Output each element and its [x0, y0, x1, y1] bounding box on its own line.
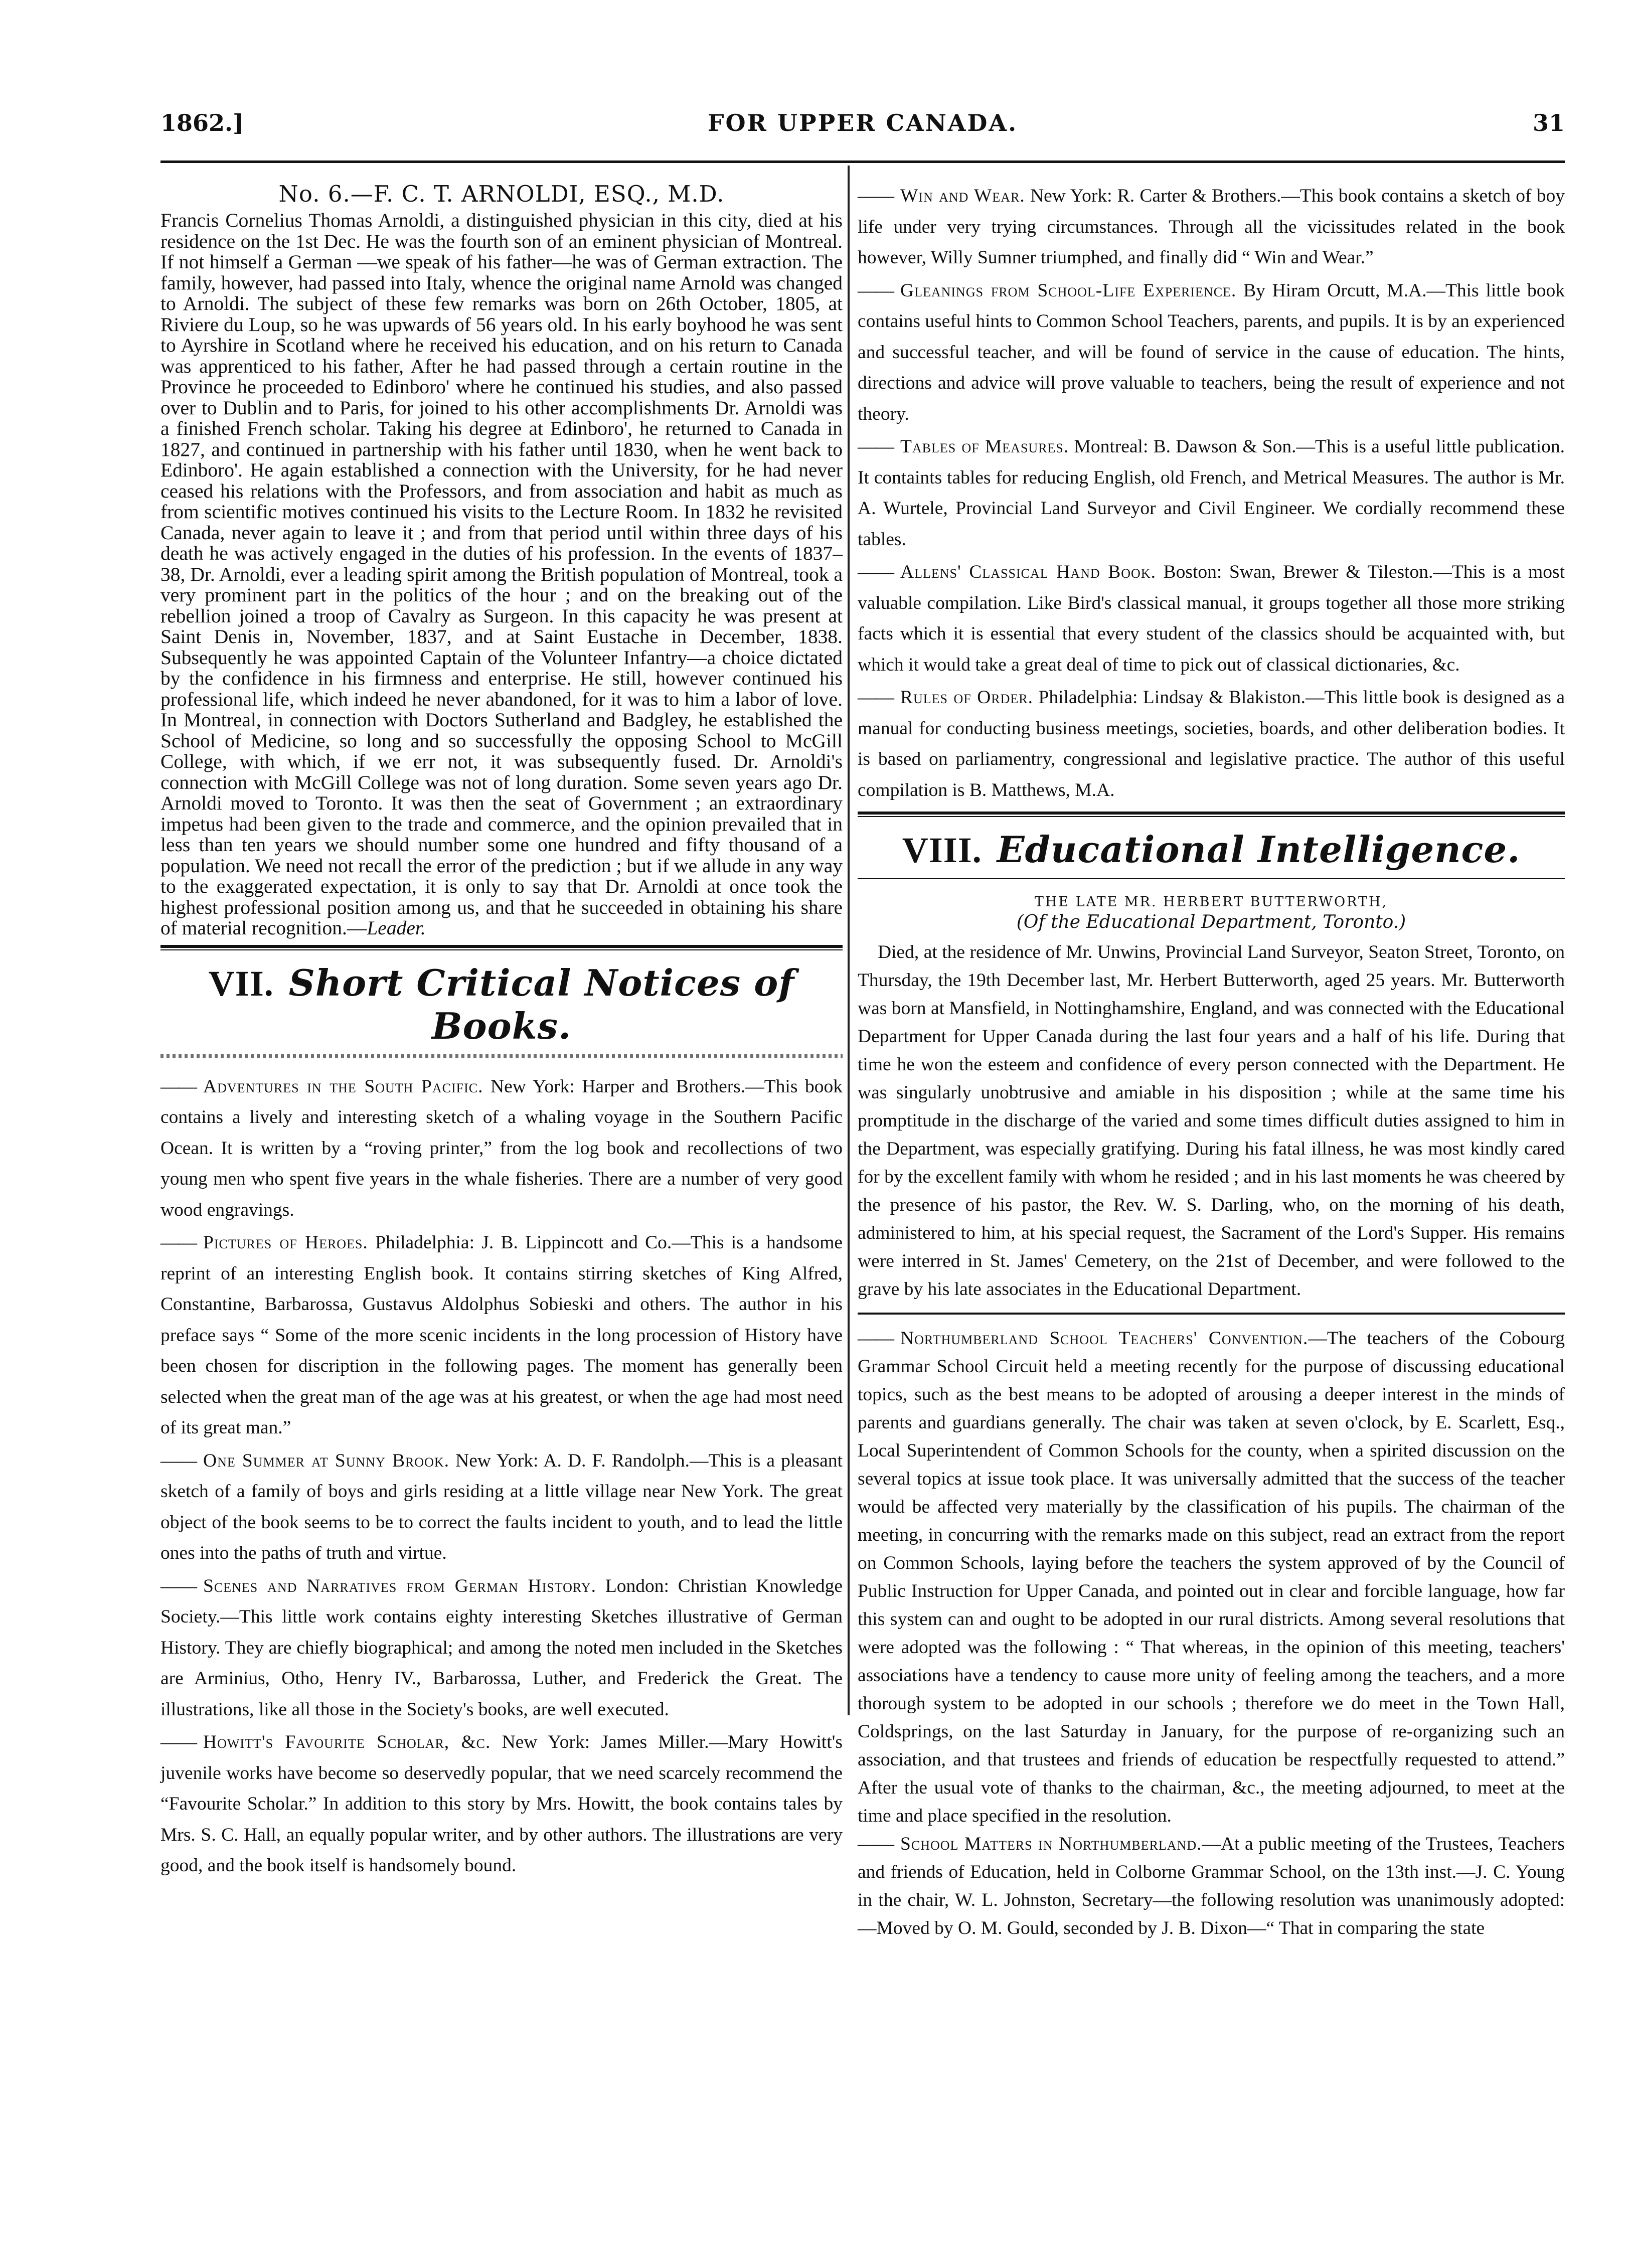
book-reviews-list — [160, 1071, 843, 1881]
obituary-heading: THE LATE MR. HERBERT BUTTERWORTH, — [1034, 894, 1388, 910]
book-review — [160, 1727, 843, 1881]
news-text: —The teachers of the Cobourg Grammar School Circuit held a meeting recently for the purpose of discussing educational topics, such as the best means to be adopted of arousing a deeper interest in the minds of parents and guardians generally. The chair was taken at seven o'clock, by E. Scarlett, Esq., Local Superintendent of Common Schools for the county, when a spirited discussion on the several topics at issue took place. It was universally admitted that the success of the teacher would be affected very materially by the classification of his pupils. The chairman of the meeting, in concurring with the remarks made on this subject, read an extract from the report on Common Schools, laying before the teachers the system approved of by the Council of Public Instruction for Upper Canada, and pointed out in clear and forcible language, how far this system can and ought to be adopted in our rural districts. Among several resolutions that were adopted was the following : “ That whereas, in the opinion of this meeting, teachers' associations have a tendency to cause more unity of feeling among the teachers, and a more thorough system to be adopted in our schools ; therefore we do meet in the Town Hall, Coldsprings, on the last Saturday in January, for the purpose of re-organizing such an association, and that trustees and friends of education be respectfully requested to attend.” After the usual vote of thanks to the chairman, &c., the meeting adjourned, to meet at the time and place specified in the resolution. — [858, 1328, 1565, 1826]
review-text: New York: A. D. F. Randolph.—This is a pleasant sketch of a family of boys and girls residing at a little village near New York. The great object of the book seems to be to correct the faults incident to youth, and to lead the little ones into the paths of truth and virtue. — [160, 1450, 843, 1563]
book-review — [160, 1071, 843, 1226]
book-review — [858, 181, 1565, 273]
news-item — [858, 1325, 1565, 1830]
book-review — [858, 275, 1565, 430]
news-title: Northumberland School Teachers' Convention. — [900, 1328, 1309, 1349]
page-number: 31 — [1532, 109, 1565, 136]
review-text: New York: Harper and Brothers.—This book contains a lively and interesting sketch of a whaling voyage in the Southern Pacific Ocean. It is written by a “roving printer,” from the log book and recollections of two young men who spent five years in the whale fisheries. There are a number of very good wood engravings. — [160, 1076, 843, 1220]
review-text: Philadelphia: J. B. Lippincott and Co.—This is a handsome reprint of an interesting English book. It contains stirring sketches of King Alfred, Constantine, Barbarossa, Gustavus Aldolphus Sobieski and others. The author in his preface says “ Some of the more scenic incidents in the long procession of History have been chosen for discription in the following pages. The moment has generally been selected when the great man of the age was at his greatest, or when the age had most need of its great man.” — [160, 1232, 843, 1438]
review-text: Boston: Swan, Brewer & Tileston.—This is a most valuable compilation. Like Bird's classical manual, it groups together all those more striking facts which it is essential that every student of the classics should be acquainted with, but which it would take a great deal of time to pick out of classical dictionaries, &c. — [858, 562, 1565, 675]
em-dash: —— — [160, 1575, 196, 1596]
right-column — [858, 181, 1565, 1942]
news-text: —At a public meeting of the Trustees, Teachers and friends of Education, held in Colborne Grammar School, on the 13th inst.—J. C. Young in the chair, W. L. Johnston, Secretary—the following resolution was unanimously adopted:—Moved by O. M. Gould, seconded by J. B. Dixon—“ That in comparing the state — [858, 1834, 1565, 1938]
em-dash: —— — [858, 186, 893, 206]
section-viii-number: VIII. — [902, 830, 982, 870]
section-vii-heading — [160, 961, 843, 1047]
book-review — [160, 1445, 843, 1569]
header-rule — [160, 160, 1565, 163]
review-title: Pictures of Heroes. — [203, 1232, 368, 1253]
em-dash: —— — [858, 1328, 893, 1349]
em-dash: —— — [858, 1834, 893, 1854]
biography-text — [160, 210, 843, 939]
review-text: By Hiram Orcutt, M.A.—This little book contains useful hints to Common School Teachers, parents, and pupils. It is by an experienced and successful teacher, and will be found of service in the cause of education. The hints, directions and advice will prove valuable to teachers, being the result of experience and not theory. — [858, 280, 1565, 424]
header-title: FOR UPPER CANADA. — [707, 109, 1018, 136]
section-rule — [858, 812, 1565, 815]
em-dash: —— — [160, 1732, 196, 1752]
wavy-rule — [160, 1054, 843, 1058]
book-review — [858, 431, 1565, 555]
book-review — [858, 682, 1565, 805]
em-dash: —— — [160, 1450, 196, 1471]
review-text: New York: R. Carter & Brothers.—This book contains a sketch of boy life under very trying circumstances. Through all the vicissitudes related in the book however, Willy Sumner triumphed, and finally did “ Win and Wear.” — [858, 186, 1565, 268]
review-title: One Summer at Sunny Brook. — [203, 1450, 450, 1471]
running-header — [160, 109, 1565, 149]
news-title: School Matters in Northumberland. — [900, 1834, 1202, 1854]
column-divider — [848, 166, 850, 1715]
book-review — [858, 557, 1565, 680]
review-title: Rules of Order. — [900, 687, 1034, 708]
section-viii-heading — [858, 828, 1565, 871]
em-dash: —— — [858, 562, 893, 582]
review-title: Adventures in the South Pacific. — [203, 1076, 483, 1097]
review-title: Tables of Measures. — [900, 436, 1069, 457]
section-rule — [160, 945, 843, 948]
biography-attribution: Leader. — [367, 917, 426, 939]
divider-rule — [858, 1313, 1565, 1315]
book-review — [160, 1571, 843, 1725]
review-title: Win and Wear. — [900, 186, 1025, 206]
book-review — [160, 1227, 843, 1443]
section-rule-thin — [858, 816, 1565, 817]
news-item — [858, 1830, 1565, 1942]
em-dash: —— — [858, 436, 893, 457]
section-viii-title: Educational Intelligence. — [997, 828, 1521, 871]
biography-body: Francis Cornelius Thomas Arnoldi, a distinguished physician in this city, died at his residence on the 1st Dec. He was the fourth son of an eminent physician of Montreal. If not himself a German —we speak of his father—he was of German extraction. The family, however, had passed into Italy, whence the original name Arnold was changed to Arnoldi. The subject of these few remarks was born on 26th October, 1805, at Riviere du Loup, so he was upwards of 56 years old. In his early boyhood he was sent to Ayrshire in Scotland where he received his education, and on his return to Canada was apprenticed to his father, After he had passed through a certain routine in the Province he proceeded to Edinboro' where he continued his studies, and also passed over to Dublin and to Paris, for joined to his other accomplishments Dr. Arnoldi was a finished French scholar. Taking his degree at Edinboro', he returned to Canada in 1827, and continued in partnership with his father until 1830, when he went back to Edinboro'. He again established a connection with the University, for he had never ceased his relations with the Professors, and from association and habit as much as from scientific motives continued his visits to the Lecture Room. In 1832 he revisited Canada, never again to leave it ; and from that period until within three days of his death he was actively engaged in the duties of his profession. In the events of 1837–38, Dr. Arnoldi, ever a leading spirit among the British population of Montreal, took a very prominent part in the politics of the hour ; and on the breaking out of the rebellion joined a troop of Cavalry as Surgeon. In this capacity he was present at Saint Denis in, November, 1837, and at Saint Eustache in December, 1838. Subsequently he was appointed Captain of the Volunteer Infantry—a choice dictated by the confidence in his firmness and enterprise. He still, however continued his professional life, which indeed he never abandoned, for it was to him a labor of love. In Montreal, in connection with Doctors Sutherland and Badgley, he established the School of Medicine, so long and so successfully the opposing School to McGill College, with which, if we err not, it was subsequently fused. Dr. Arnoldi's connection with McGill College was not of long duration. Some seven years ago Dr. Arnoldi moved to Toronto. It was then the seat of Government ; an extraordinary impetus had been given to the trade and commerce, and the opinion prevailed that in less than ten years we should number some one hundred and fifty thousand of a population. We need not recall the error of the prediction ; but if we allude in any way to the exaggerated expectation, it is only to say that Dr. Arnoldi at once took the highest professional position among us, and that he succeeded in obtaining his share of material recognition.— — [160, 209, 843, 939]
em-dash: —— — [858, 687, 893, 708]
review-title: Gleanings from School-Life Experience. — [900, 280, 1237, 301]
section-vii-number: VII. — [208, 963, 274, 1004]
book-reviews-list-continued — [858, 181, 1565, 805]
obituary-text: Died, at the residence of Mr. Unwins, Provincial Land Surveyor, Seaton Street, Toronto, on Thursday, the 19th December last, Mr. Herbert Butterworth, aged 25 years. Mr. Butterworth was born at Mansfield, in Nottinghamshire, England, and was connected with the Educational Department for Upper Canada during the last four years and a half of his life. During that time he won the esteem and confidence of every person connected with the Department. He was singularly unobtrusive and amiable in his disposition ; while at the same time his promptitude in the discharge of the varied and some times difficult duties assigned to him in the Department, was especially gratifying. During his fatal illness, he was most kindly cared for by the excellent family with whom he resided ; and in his last moments he was cheered by the presence of his pastor, the Rev. W. S. Darling, who, on the morning of his death, administered to him, at his special request, the Sacrament of the Lord's Supper. His remains were interred in St. James' Cemetery, on the 21st of December, and were followed to the grave by his late associates in the Educational Department. — [858, 942, 1565, 1300]
em-dash: —— — [858, 280, 893, 301]
em-dash: —— — [160, 1076, 196, 1097]
section-rule-thin — [160, 949, 843, 950]
review-title: Allens' Classical Hand Book. — [900, 562, 1156, 582]
biography-title: No. 6.—F. C. T. ARNOLDI, ESQ., M.D. — [278, 181, 725, 207]
em-dash: —— — [160, 1232, 196, 1253]
review-text: Montreal: B. Dawson & Son.—This is a useful little publication. It containts tables for reducing English, old French, and Metrical Measures. The author is Mr. A. Wurtele, Provincial Land Surveyor and Civil Engineer. We cordially recommend these tables. — [858, 436, 1565, 550]
header-year: 1862.] — [160, 109, 244, 136]
section-rule-bottom — [858, 878, 1565, 879]
left-column — [160, 181, 843, 1883]
review-text: London: Christian Knowledge Society.—This little work contains eighty interesting Sketches illustrative of German History. They are chiefly biographical; and among the noted men included in the Sketches are Arminius, Otho, Henry IV., Barbarossa, Luther, and Frederick the Great. The illustrations, like all those in the Society's books, are well executed. — [160, 1575, 843, 1720]
obituary-subheading: (Of the Educational Department, Toronto.) — [1016, 912, 1406, 932]
section-vii-title: Short Critical Notices of Books. — [288, 961, 795, 1047]
review-text: New York: James Miller.—Mary Howitt's juvenile works have become so deservedly popular, that we need scarcely recommend the “Favourite Scholar.” In addition to this story by Mrs. Howitt, the book contains tales by Mrs. S. C. Hall, an equally popular writer, and by other authors. The illustrations are very good, and the book itself is handsomely bound. — [160, 1732, 843, 1876]
review-title: Scenes and Narratives from German History. — [203, 1575, 596, 1596]
review-title: Howitt's Favourite Scholar, &c. — [203, 1732, 491, 1752]
review-text: Philadelphia: Lindsay & Blakiston.—This little book is designed as a manual for conducting business meetings, societies, boards, and other deliberation bodies. It is based on parliamentry, congressional and legislative practice. The author of this useful compilation is B. Matthews, M.A. — [858, 687, 1565, 800]
